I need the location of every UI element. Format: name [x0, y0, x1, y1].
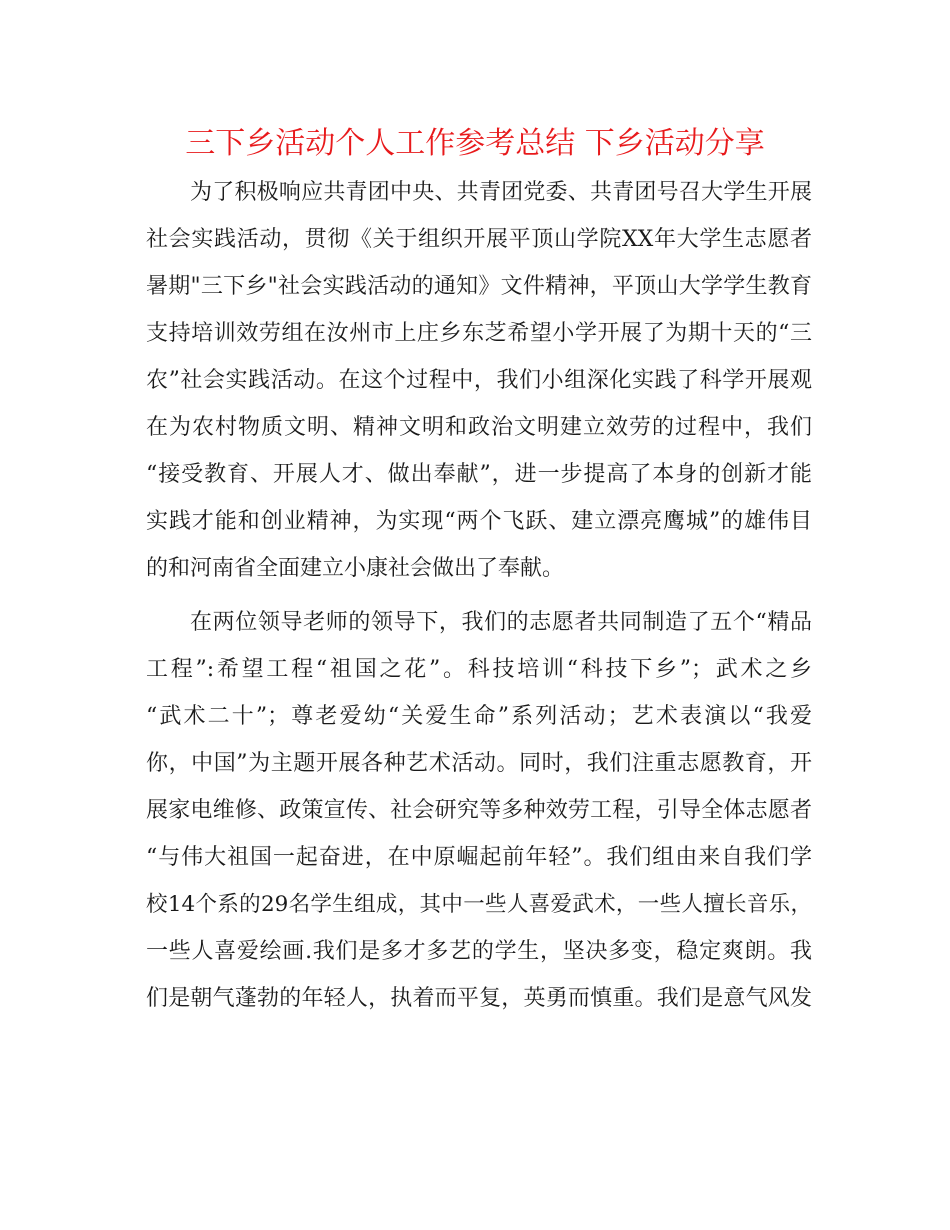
paragraph-line: 实践才能和创业精神，为实现“两个飞跃、建立漂亮鹰城”的雄伟目 [146, 509, 812, 534]
paragraph-line: 农”社会实践活动。在这个过程中，我们小组深化实践了科学开展观 [146, 368, 812, 393]
paragraph-line: 在为农村物质文明、精神文明和政治文明建立效劳的过程中，我们 [146, 415, 812, 440]
paragraph-line: 社会实践活动，贯彻《关于组织开展平顶山学院XX年大学生志愿者 [146, 227, 812, 252]
paragraph-line: “与伟大祖国一起奋进，在中原崛起前年轻”。我们组由来自我们学 [146, 845, 812, 870]
document-title: 三下乡活动个人工作参考总结 下乡活动分享 [185, 126, 765, 161]
paragraph-line: 支持培训效劳组在汝州市上庄乡东芝希望小学开展了为期十天的“三 [146, 321, 812, 346]
paragraph-line: “接受教育、开展人才、做出奉献”，进一步提高了本身的创新才能 [146, 462, 812, 487]
paragraph-line: 校14个系的29名学生组成，其中一些人喜爱武术，一些人擅长音乐， [146, 892, 812, 917]
paragraph-line: 的和河南省全面建立小康社会做出了奉献。 [146, 556, 565, 581]
paragraph-line: 工程”:希望工程“祖国之花”。科技培训“科技下乡”；武术之乡 [146, 657, 812, 682]
paragraph-line: 暑期"三下乡"社会实践活动的通知》文件精神，平顶山大学学生教育 [146, 274, 812, 299]
paragraph-line: 展家电维修、政策宣传、社会研究等多种效劳工程，引导全体志愿者 [146, 798, 812, 823]
paragraph-line: 在两位领导老师的领导下，我们的志愿者共同制造了五个“精品 [190, 610, 812, 635]
paragraph-line: 你，中国”为主题开展各种艺术活动。同时，我们注重志愿教育，开 [146, 751, 812, 776]
paragraph-line: “武术二十”；尊老爱幼“关爱生命”系列活动；艺术表演以“我爱 [146, 704, 812, 729]
paragraph-line: 们是朝气蓬勃的年轻人，执着而平复，英勇而慎重。我们是意气风发 [146, 986, 812, 1011]
paragraph-line: 一些人喜爱绘画.我们是多才多艺的学生，坚决多变，稳定爽朗。我 [146, 939, 812, 964]
paragraph-line: 为了积极响应共青团中央、共青团党委、共青团号召大学生开展 [190, 180, 812, 205]
